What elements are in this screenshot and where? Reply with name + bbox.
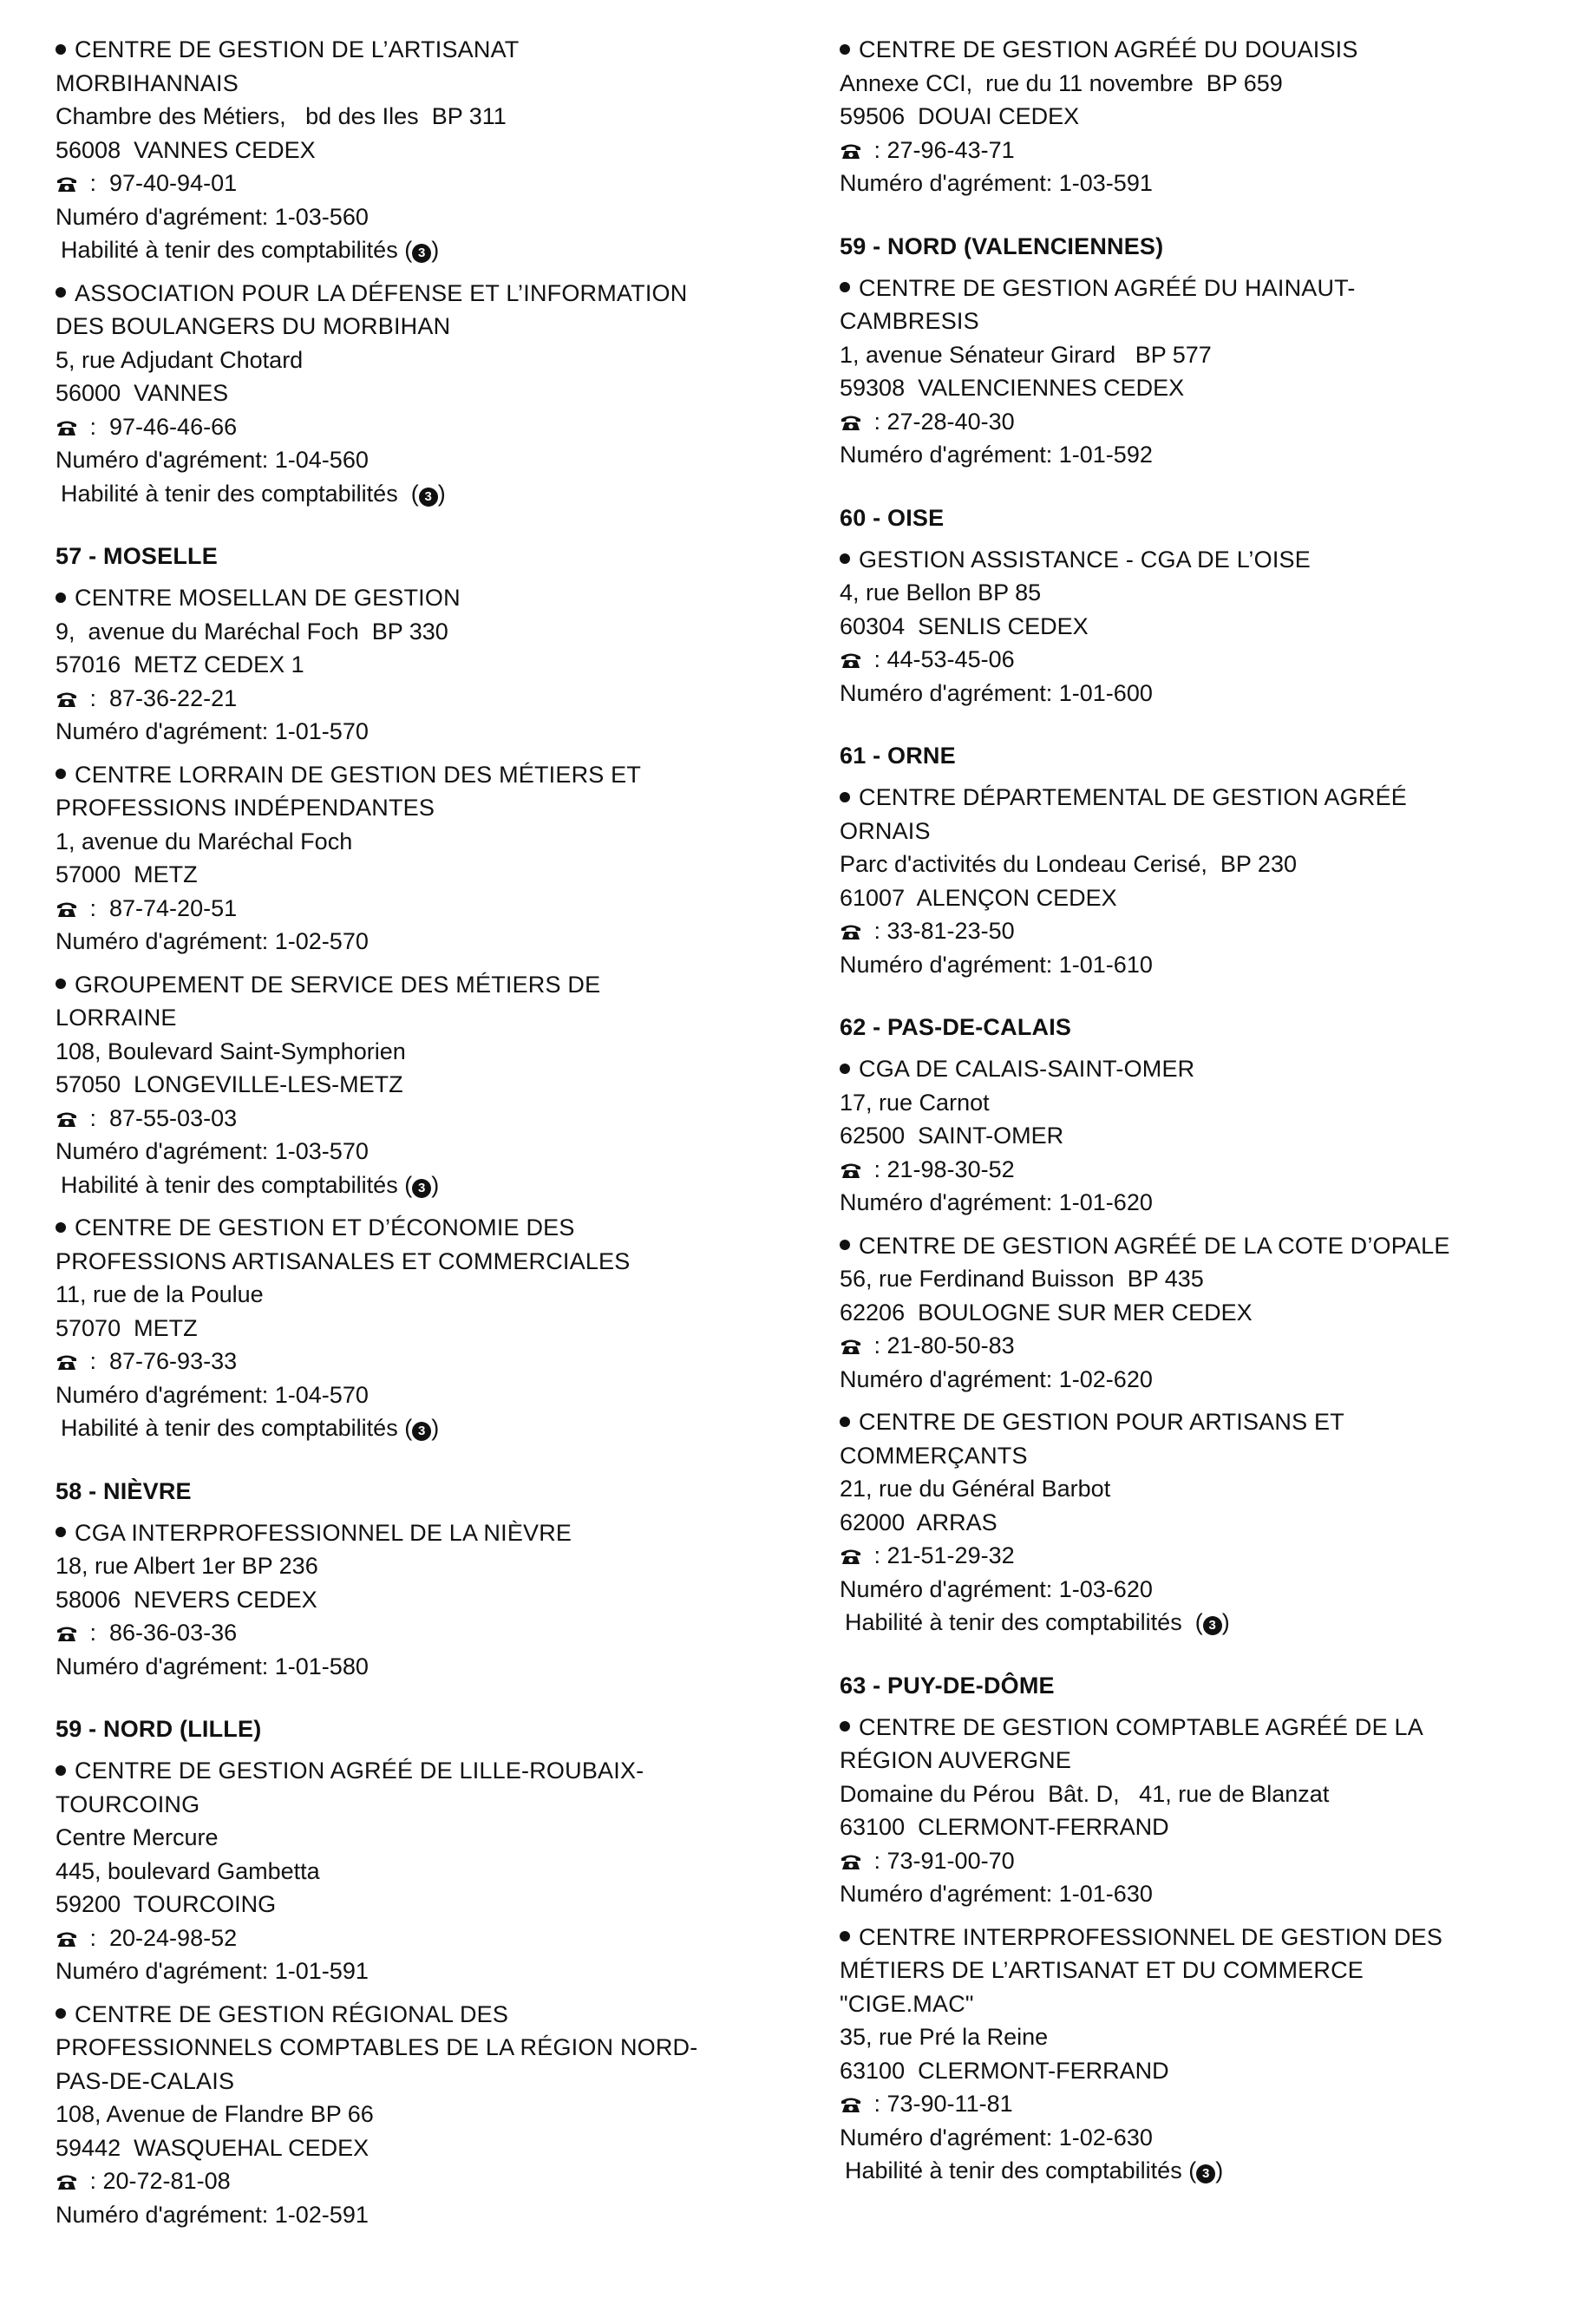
- telephone-icon: [840, 1548, 862, 1565]
- telephone-icon: [56, 175, 78, 193]
- telephone-icon: [56, 1353, 78, 1371]
- center-name-line: [56, 67, 819, 101]
- bullet-icon: [56, 769, 66, 779]
- center-name-line: [840, 272, 1596, 305]
- center-name-text: CENTRE DE GESTION AGRÉÉ DU HAINAUT-: [859, 274, 1356, 301]
- phone-line: [56, 1345, 819, 1378]
- phone-line: [56, 892, 819, 926]
- center-name-text: PAS-DE-CALAIS: [56, 2067, 235, 2094]
- center-name-line: [56, 1788, 819, 1822]
- center-name-text: PROFESSIONNELS COMPTABLES DE LA RÉGION NORD-: [56, 2034, 698, 2060]
- bullet-icon: [840, 553, 850, 564]
- center-name-text: CENTRE DE GESTION AGRÉÉ DE LA COTE D’OPALE: [859, 1232, 1450, 1259]
- center-name-line: [840, 1405, 1596, 1439]
- agrement-number: Numéro d'agrément: 1-04-560: [56, 447, 369, 473]
- habilite-text: Habilité à tenir des comptabilités (: [845, 2157, 1197, 2183]
- habilite-note: [56, 477, 819, 511]
- center-name-line: [56, 758, 819, 792]
- department-heading: 62 - PAS-DE-CALAIS: [840, 1014, 1072, 1040]
- department-heading: 63 - PUY-DE-DÔME: [840, 1672, 1055, 1699]
- address-line: 57070 METZ: [56, 1314, 198, 1341]
- department-section: [56, 33, 819, 510]
- habilite-close: ): [431, 1171, 440, 1198]
- telephone-icon: [840, 923, 862, 940]
- phone-line: [56, 410, 819, 444]
- phone-number: : 97-46-46-66: [83, 413, 238, 440]
- circled-number-icon: 3: [1196, 2164, 1215, 2183]
- phone-number: : 33-81-23-50: [867, 918, 1015, 944]
- telephone-icon: [56, 1625, 78, 1642]
- phone-number: : 87-76-93-33: [83, 1348, 238, 1374]
- habilite-close: ): [431, 237, 440, 263]
- center-name-text: CENTRE MOSELLAN DE GESTION: [75, 585, 461, 611]
- phone-line: [840, 1539, 1596, 1573]
- center-entry: [840, 272, 1596, 472]
- phone-number: : 20-24-98-52: [83, 1924, 238, 1951]
- address-line: 57000 METZ: [56, 861, 198, 887]
- address-line: 59308 VALENCIENNES CEDEX: [840, 375, 1185, 401]
- habilite-close: ): [1215, 2157, 1224, 2183]
- center-name-text: LORRAINE: [56, 1005, 177, 1031]
- telephone-icon: [840, 1338, 862, 1355]
- address-line: 445, boulevard Gambetta: [56, 1857, 320, 1884]
- phone-line: [840, 134, 1596, 167]
- center-entry: [840, 781, 1596, 981]
- telephone-icon: [56, 419, 78, 436]
- address-line: Centre Mercure: [56, 1824, 219, 1850]
- address-line: 61007 ALENÇON CEDEX: [840, 884, 1117, 911]
- agrement-number: Numéro d'agrément: 1-02-630: [840, 2124, 1153, 2151]
- bullet-icon: [56, 2008, 66, 2019]
- center-name-line: [840, 1744, 1596, 1777]
- center-name-line: [840, 543, 1596, 577]
- address-line: 108, Avenue de Flandre BP 66: [56, 2101, 374, 2127]
- agrement-number: Numéro d'agrément: 1-01-570: [56, 718, 369, 744]
- center-entry: [56, 1516, 819, 1684]
- center-entry: [840, 1229, 1596, 1397]
- center-name-text: ASSOCIATION POUR LA DÉFENSE ET L’INFORMATION: [75, 279, 688, 306]
- telephone-icon: [840, 651, 862, 669]
- bullet-icon: [840, 282, 850, 292]
- circled-number-icon: 3: [412, 244, 431, 263]
- telephone-icon: [56, 1930, 78, 1948]
- center-name-line: [56, 1001, 819, 1035]
- address-line: Parc d'activités du Londeau Cerisé, BP 230: [840, 851, 1297, 877]
- habilite-close: ): [437, 480, 446, 507]
- bullet-icon: [840, 1721, 850, 1732]
- center-name-line: [56, 277, 819, 311]
- center-name-line: [56, 1516, 819, 1550]
- center-name-text: GESTION ASSISTANCE - CGA DE L’OISE: [859, 546, 1311, 573]
- department-section: [840, 1669, 1596, 2188]
- address-line: 63100 CLERMONT-FERRAND: [840, 1814, 1169, 1840]
- address-line: 5, rue Adjudant Chotard: [56, 346, 304, 373]
- center-name-line: [56, 33, 819, 67]
- agrement-number: Numéro d'agrément: 1-01-630: [840, 1881, 1153, 1907]
- center-name-line: [56, 2031, 819, 2065]
- center-entry: [840, 1711, 1596, 1911]
- center-name-text: CENTRE DE GESTION AGRÉÉ DU DOUAISIS: [859, 36, 1358, 62]
- address-line: 56000 VANNES: [56, 380, 229, 406]
- telephone-icon: [56, 900, 78, 918]
- phone-line: [56, 682, 819, 716]
- department-heading: 58 - NIÈVRE: [56, 1477, 192, 1504]
- phone-line: [840, 1153, 1596, 1187]
- address-line: 1, avenue Sénateur Girard BP 577: [840, 341, 1212, 368]
- center-name-line: [840, 1711, 1596, 1745]
- center-name-line: [840, 1921, 1596, 1954]
- center-name-line: [56, 2065, 819, 2098]
- center-entry: [56, 758, 819, 959]
- center-name-text: CENTRE DE GESTION POUR ARTISANS ET: [859, 1409, 1344, 1435]
- center-name-line: [56, 1211, 819, 1245]
- center-name-text: CENTRE DE GESTION RÉGIONAL DES: [75, 2000, 509, 2027]
- bullet-icon: [56, 1765, 66, 1776]
- center-name-line: [840, 1987, 1596, 2021]
- address-line: 58006 NEVERS CEDEX: [56, 1586, 317, 1613]
- phone-line: [840, 914, 1596, 948]
- phone-line: [840, 2087, 1596, 2121]
- center-name-text: PROFESSIONS INDÉPENDANTES: [56, 795, 435, 821]
- center-entry: [56, 1754, 819, 1988]
- address-line: 11, rue de la Poulue: [56, 1281, 264, 1307]
- phone-number: : 21-51-29-32: [867, 1542, 1015, 1568]
- phone-number: : 20-72-81-08: [83, 2168, 231, 2194]
- agrement-number: Numéro d'agrément: 1-01-592: [840, 442, 1153, 468]
- agrement-number: Numéro d'agrément: 1-03-591: [840, 170, 1153, 196]
- phone-number: : 73-91-00-70: [867, 1847, 1015, 1874]
- address-line: 57050 LONGEVILLE-LES-METZ: [56, 1071, 403, 1097]
- telephone-icon: [840, 2096, 862, 2113]
- agrement-number: Numéro d'agrément: 1-01-610: [840, 951, 1153, 978]
- center-entry: [840, 33, 1596, 200]
- address-line: 57016 METZ CEDEX 1: [56, 651, 304, 678]
- bullet-icon: [840, 1064, 850, 1074]
- address-line: Chambre des Métiers, bd des Iles BP 311: [56, 103, 507, 129]
- department-section: [56, 1712, 819, 2231]
- agrement-number: Numéro d'agrément: 1-02-591: [56, 2201, 369, 2228]
- habilite-close: ): [431, 1415, 440, 1441]
- center-name-text: CENTRE DE GESTION AGRÉÉ DE LILLE-ROUBAIX-: [75, 1758, 644, 1784]
- center-name-text: CENTRE DÉPARTEMENTAL DE GESTION AGRÉÉ: [859, 784, 1408, 810]
- address-line: 59200 TOURCOING: [56, 1891, 277, 1917]
- address-line: 62206 BOULOGNE SUR MER CEDEX: [840, 1299, 1253, 1326]
- agrement-number: Numéro d'agrément: 1-01-580: [56, 1653, 369, 1679]
- agrement-number: Numéro d'agrément: 1-01-591: [56, 1958, 369, 1984]
- department-section: [56, 1475, 819, 1684]
- center-name-line: [840, 33, 1596, 67]
- habilite-text: Habilité à tenir des comptabilités (: [61, 1171, 413, 1198]
- department-heading: 61 - ORNE: [840, 743, 956, 769]
- agrement-number: Numéro d'agrément: 1-01-620: [840, 1189, 1153, 1215]
- center-name-text: COMMERÇANTS: [840, 1442, 1028, 1469]
- center-name-text: TOURCOING: [56, 1791, 200, 1817]
- phone-line: [56, 1921, 819, 1955]
- phone-number: : 73-90-11-81: [867, 2091, 1013, 2117]
- telephone-icon: [56, 2173, 78, 2190]
- bullet-icon: [56, 287, 66, 298]
- phone-number: : 87-55-03-03: [83, 1104, 238, 1131]
- bullet-icon: [56, 44, 66, 55]
- phone-number: : 87-36-22-21: [83, 684, 238, 711]
- address-line: 4, rue Bellon BP 85: [840, 579, 1042, 606]
- habilite-note: [840, 2154, 1596, 2188]
- circled-number-icon: 3: [419, 488, 438, 507]
- phone-line: [56, 167, 819, 200]
- department-heading: 59 - NORD (LILLE): [56, 1716, 262, 1742]
- agrement-number: Numéro d'agrément: 1-03-570: [56, 1138, 369, 1164]
- habilite-text: Habilité à tenir des comptabilités (: [61, 480, 419, 507]
- phone-number: : 87-74-20-51: [83, 894, 238, 921]
- bullet-icon: [840, 44, 850, 55]
- bullet-icon: [56, 979, 66, 989]
- department-section: [840, 501, 1596, 710]
- center-name-line: [840, 304, 1596, 338]
- center-entry: [56, 1998, 819, 2232]
- center-name-line: [840, 1954, 1596, 1987]
- center-name-line: [56, 791, 819, 825]
- center-name-text: CENTRE DE GESTION COMPTABLE AGRÉÉ DE LA: [859, 1713, 1423, 1740]
- department-heading: 57 - MOSELLE: [56, 543, 218, 569]
- habilite-note: [56, 1411, 819, 1445]
- address-line: 62500 SAINT-OMER: [840, 1123, 1064, 1149]
- address-line: 63100 CLERMONT-FERRAND: [840, 2057, 1169, 2084]
- center-name-text: RÉGION AUVERGNE: [840, 1747, 1072, 1773]
- phone-line: [56, 1102, 819, 1136]
- phone-number: : 27-96-43-71: [867, 136, 1015, 163]
- habilite-note: [56, 1169, 819, 1202]
- center-name-text: CENTRE INTERPROFESSIONNEL DE GESTION DES: [859, 1923, 1443, 1950]
- phone-line: [840, 1844, 1596, 1878]
- habilite-text: Habilité à tenir des comptabilités (: [845, 1609, 1203, 1635]
- telephone-icon: [840, 1162, 862, 1179]
- center-name-line: [840, 815, 1596, 848]
- department-heading: 59 - NORD (VALENCIENNES): [840, 232, 1164, 259]
- phone-number: : 21-80-50-83: [867, 1332, 1015, 1358]
- department-section: [840, 739, 1596, 981]
- telephone-icon: [840, 142, 862, 160]
- phone-line: [840, 1329, 1596, 1363]
- address-line: 59506 DOUAI CEDEX: [840, 103, 1080, 129]
- phone-number: : 27-28-40-30: [867, 408, 1015, 435]
- center-name-text: CGA DE CALAIS-SAINT-OMER: [859, 1056, 1195, 1082]
- center-name-text: MORBIHANNAIS: [56, 69, 239, 96]
- address-line: 56008 VANNES CEDEX: [56, 136, 316, 163]
- circled-number-icon: 3: [412, 1179, 431, 1198]
- address-line: 59442 WASQUEHAL CEDEX: [56, 2134, 370, 2161]
- phone-line: [840, 643, 1596, 677]
- address-line: 60304 SENLIS CEDEX: [840, 612, 1089, 639]
- department-section: [840, 230, 1596, 472]
- agrement-number: Numéro d'agrément: 1-02-570: [56, 928, 369, 954]
- left-column: [56, 33, 819, 2231]
- bullet-icon: [56, 1527, 66, 1537]
- bullet-icon: [840, 1240, 850, 1250]
- bullet-icon: [840, 792, 850, 802]
- center-name-line: [56, 1754, 819, 1788]
- address-line: 17, rue Carnot: [840, 1089, 990, 1116]
- center-name-text: CENTRE DE GESTION DE L’ARTISANAT: [75, 36, 520, 62]
- center-name-line: [840, 1229, 1596, 1263]
- center-name-line: [56, 1998, 819, 2032]
- phone-number: : 97-40-94-01: [83, 170, 238, 196]
- circled-number-icon: 3: [412, 1422, 431, 1441]
- center-name-line: [840, 1052, 1596, 1086]
- department-heading: 60 - OISE: [840, 504, 945, 531]
- right-column: [840, 33, 1596, 2188]
- center-name-text: PROFESSIONS ARTISANALES ET COMMERCIALES: [56, 1247, 631, 1274]
- center-name-line: [56, 1245, 819, 1279]
- phone-line: [840, 405, 1596, 439]
- center-name-line: [840, 781, 1596, 815]
- bullet-icon: [56, 592, 66, 603]
- center-name-text: MÉTIERS DE L’ARTISANAT ET DU COMMERCE: [840, 1957, 1364, 1983]
- address-line: 1, avenue du Maréchal Foch: [56, 828, 353, 854]
- center-entry: [840, 543, 1596, 710]
- telephone-icon: [56, 1110, 78, 1128]
- center-name-line: [56, 581, 819, 615]
- department-section: [56, 540, 819, 1445]
- department-section: [840, 33, 1596, 200]
- address-line: Domaine du Pérou Bât. D, 41, rue de Blanzat: [840, 1780, 1330, 1807]
- center-entry: [56, 1211, 819, 1445]
- address-line: 18, rue Albert 1er BP 236: [56, 1553, 318, 1579]
- phone-number: : 44-53-45-06: [867, 646, 1015, 672]
- center-name-text: "CIGE.MAC": [840, 1990, 974, 2017]
- habilite-text: Habilité à tenir des comptabilités (: [61, 237, 413, 263]
- agrement-number: Numéro d'agrément: 1-02-620: [840, 1365, 1153, 1392]
- bullet-icon: [840, 1417, 850, 1427]
- center-name-line: [56, 310, 819, 344]
- center-entry: [56, 581, 819, 749]
- phone-number: : 21-98-30-52: [867, 1156, 1015, 1182]
- agrement-number: Numéro d'agrément: 1-01-600: [840, 679, 1153, 706]
- center-entry: [840, 1405, 1596, 1640]
- address-line: 108, Boulevard Saint-Symphorien: [56, 1038, 406, 1064]
- habilite-note: [56, 233, 819, 267]
- address-line: 9, avenue du Maréchal Foch BP 330: [56, 618, 448, 645]
- center-entry: [840, 1052, 1596, 1220]
- phone-line: [56, 2164, 819, 2198]
- habilite-close: ): [1221, 1609, 1230, 1635]
- phone-number: : 86-36-03-36: [83, 1620, 238, 1646]
- agrement-number: Numéro d'agrément: 1-03-620: [840, 1575, 1153, 1602]
- address-line: 21, rue du Général Barbot: [840, 1476, 1111, 1502]
- bullet-icon: [840, 1931, 850, 1941]
- center-entry: [56, 277, 819, 511]
- center-name-text: CENTRE DE GESTION ET D’ÉCONOMIE DES: [75, 1214, 575, 1241]
- center-entry: [56, 968, 819, 1202]
- center-name-text: ORNAIS: [840, 817, 931, 844]
- telephone-icon: [840, 414, 862, 431]
- center-name-line: [56, 968, 819, 1002]
- bullet-icon: [56, 1222, 66, 1233]
- telephone-icon: [840, 1853, 862, 1870]
- center-name-text: CAMBRESIS: [840, 308, 979, 334]
- agrement-number: Numéro d'agrément: 1-03-560: [56, 203, 369, 230]
- department-section: [840, 1011, 1596, 1640]
- center-name-text: GROUPEMENT DE SERVICE DES MÉTIERS DE: [75, 971, 601, 998]
- habilite-text: Habilité à tenir des comptabilités (: [61, 1415, 413, 1441]
- address-line: 56, rue Ferdinand Buisson BP 435: [840, 1266, 1204, 1292]
- center-entry: [56, 33, 819, 267]
- address-line: Annexe CCI, rue du 11 novembre BP 659: [840, 69, 1283, 96]
- telephone-icon: [56, 691, 78, 708]
- center-entry: [840, 1921, 1596, 2188]
- center-name-line: [840, 1439, 1596, 1473]
- center-name-text: CENTRE LORRAIN DE GESTION DES MÉTIERS ET: [75, 761, 642, 788]
- agrement-number: Numéro d'agrément: 1-04-570: [56, 1381, 369, 1408]
- address-line: 35, rue Pré la Reine: [840, 2024, 1049, 2050]
- phone-line: [56, 1616, 819, 1650]
- center-name-text: DES BOULANGERS DU MORBIHAN: [56, 313, 451, 339]
- habilite-note: [840, 1606, 1596, 1640]
- circled-number-icon: 3: [1203, 1616, 1222, 1635]
- address-line: 62000 ARRAS: [840, 1509, 998, 1535]
- center-name-text: CGA INTERPROFESSIONNEL DE LA NIÈVRE: [75, 1519, 572, 1546]
